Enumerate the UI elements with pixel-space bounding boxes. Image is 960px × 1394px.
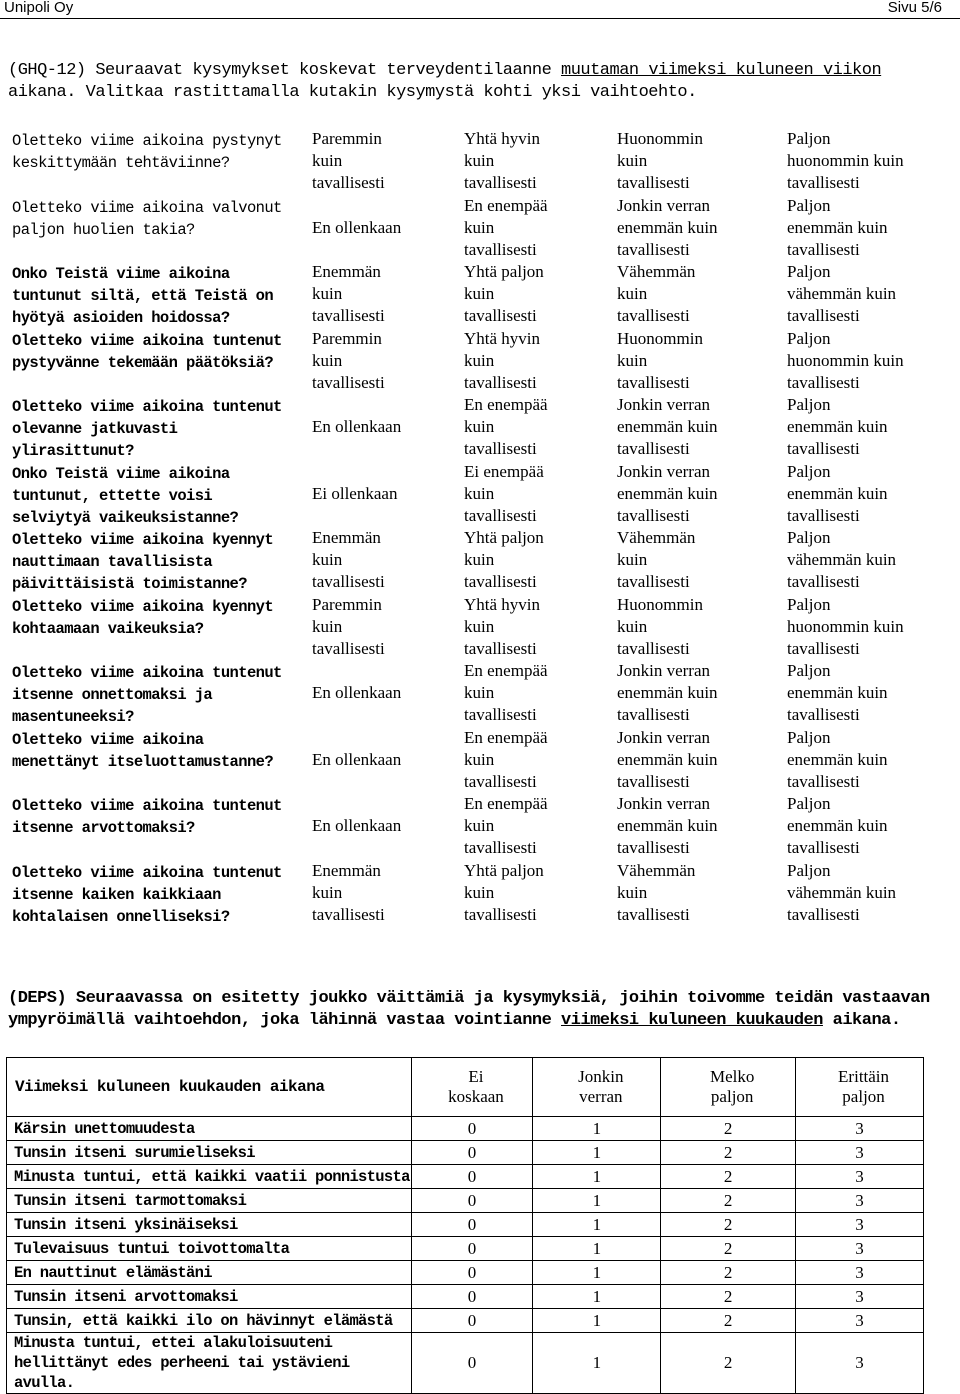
deps-value-3[interactable]: 2 — [661, 1117, 796, 1141]
ghq-option-label: Ei enempää kuin tavallisesti — [464, 461, 544, 525]
ghq-option-2[interactable] — [464, 860, 614, 926]
ghq-option-label: Jonkin verran enemmän kuin tavallisesti — [617, 461, 718, 525]
ghq-option-3[interactable] — [617, 660, 777, 726]
deps-item: Minusta tuntui, että kaikki vaatii ponnistusta — [7, 1165, 412, 1189]
deps-value-4[interactable]: 3 — [796, 1237, 924, 1261]
deps-value-4[interactable]: 3 — [796, 1165, 924, 1189]
ghq-row — [0, 128, 960, 195]
deps-value-4[interactable]: 3 — [796, 1333, 924, 1394]
ghq-row — [0, 461, 960, 528]
deps-value-2[interactable]: 1 — [533, 1117, 661, 1141]
ghq-option-label: Huonommin kuin tavallisesti — [617, 594, 703, 658]
deps-value-4[interactable]: 3 — [796, 1189, 924, 1213]
deps-value-3[interactable]: 2 — [661, 1285, 796, 1309]
deps-value-4[interactable]: 3 — [796, 1117, 924, 1141]
ghq-row — [0, 328, 960, 395]
deps-row — [7, 1261, 924, 1285]
deps-value-3[interactable]: 2 — [661, 1309, 796, 1333]
ghq-option-label: Paljon vähemmän kuin tavallisesti — [787, 860, 897, 924]
deps-row — [7, 1189, 924, 1213]
deps-intro-underlined: viimeksi kuluneen kuukauden — [561, 1011, 823, 1030]
deps-value-3[interactable]: 2 — [661, 1237, 796, 1261]
ghq-option-4[interactable] — [787, 461, 957, 527]
ghq-option-label: Paremmin kuin tavallisesti — [312, 129, 385, 192]
deps-value-2[interactable]: 1 — [533, 1141, 661, 1165]
deps-row — [7, 1237, 924, 1261]
ghq-option-1[interactable] — [312, 660, 462, 726]
ghq-option-1[interactable] — [312, 594, 462, 660]
ghq-option-label: Paljon huonommin kuin tavallisesti — [787, 328, 904, 392]
ghq-option-label: Enemmän kuin tavallisesti — [312, 528, 385, 591]
deps-row — [7, 1309, 924, 1333]
ghq-row — [0, 594, 960, 661]
deps-value-2[interactable]: 1 — [533, 1213, 661, 1237]
ghq-option-label: Vähemmän kuin tavallisesti — [617, 860, 696, 924]
deps-value-2[interactable]: 1 — [533, 1309, 661, 1333]
ghq-question: Oletteko viime aikoina tuntenut pystyvänne tekemään päätöksiä? — [12, 331, 282, 372]
ghq-option-1[interactable] — [312, 261, 462, 327]
deps-header-row — [7, 1058, 924, 1117]
ghq-option-label: Yhtä paljon kuin tavallisesti — [464, 528, 544, 591]
deps-value-1[interactable]: 0 — [411, 1213, 533, 1237]
ghq-option-label: Ei ollenkaan — [312, 483, 398, 503]
deps-value-1[interactable]: 0 — [411, 1165, 533, 1189]
ghq-option-2[interactable] — [464, 594, 614, 660]
ghq-option-label: Jonkin verran enemmän kuin tavallisesti — [617, 661, 718, 724]
ghq-option-4[interactable] — [787, 128, 957, 194]
deps-header-label: Viimeksi kuluneen kuukauden aikana — [15, 1078, 325, 1096]
ghq-option-3[interactable] — [617, 594, 777, 660]
deps-value-1[interactable]: 0 — [411, 1117, 533, 1141]
deps-header-label: Melko paljon — [709, 1067, 755, 1106]
ghq-option-3[interactable] — [617, 860, 777, 926]
ghq-instructions — [8, 60, 938, 104]
ghq-option-4[interactable] — [787, 727, 957, 793]
deps-value-4[interactable]: 3 — [796, 1141, 924, 1165]
page-header — [0, 0, 960, 19]
ghq-option-label: En enempää kuin tavallisesti — [464, 661, 548, 724]
ghq-option-label: Yhtä paljon kuin tavallisesti — [464, 860, 544, 924]
deps-value-3[interactable]: 2 — [661, 1141, 796, 1165]
ghq-option-label: Jonkin verran enemmän kuin tavallisesti — [617, 794, 718, 857]
ghq-option-label: Paljon enemmän kuin tavallisesti — [787, 195, 888, 259]
deps-value-2[interactable]: 1 — [533, 1333, 661, 1394]
deps-value-4[interactable]: 3 — [796, 1213, 924, 1237]
deps-item: Tulevaisuus tuntui toivottomalta — [7, 1237, 412, 1261]
ghq-option-label: Huonommin kuin tavallisesti — [617, 328, 703, 392]
company-name: Unipoli Oy — [4, 0, 74, 16]
deps-value-1[interactable]: 0 — [411, 1333, 533, 1394]
ghq-option-label: Jonkin verran enemmän kuin tavallisesti — [617, 395, 718, 458]
deps-item: Tunsin itseni yksinäiseksi — [7, 1213, 412, 1237]
ghq-option-label: En enempää kuin tavallisesti — [464, 727, 548, 791]
ghq-option-2[interactable] — [464, 328, 614, 394]
ghq-option-label: Jonkin verran enemmän kuin tavallisesti — [617, 195, 718, 259]
deps-header-label: Ei koskaan — [448, 1067, 504, 1106]
ghq-option-3[interactable] — [617, 328, 777, 394]
deps-row — [7, 1285, 924, 1309]
page-number: Sivu 5/6 — [887, 0, 942, 16]
ghq-option-1[interactable] — [312, 727, 462, 793]
ghq-option-label: Paljon enemmän kuin tavallisesti — [787, 661, 888, 724]
ghq-question: Onko Teistä viime aikoina tuntunut, ettette voisi selviytyä vaikeuksistanne? — [12, 464, 239, 527]
ghq-option-2[interactable] — [464, 195, 614, 261]
deps-header-label: Erittäin paljon — [838, 1067, 890, 1106]
ghq-option-3[interactable] — [617, 727, 777, 793]
deps-value-4[interactable]: 3 — [796, 1261, 924, 1285]
ghq-option-label: Paljon enemmän kuin tavallisesti — [787, 461, 888, 525]
ghq-question: Oletteko viime aikoina kyennyt nauttimaan tavallisista päivittäisistä toimistanne? — [12, 531, 274, 593]
ghq-option-2[interactable] — [464, 727, 614, 793]
deps-header-option-1 — [411, 1058, 533, 1117]
ghq-option-label: En ollenkaan — [312, 749, 402, 769]
ghq-option-4[interactable] — [787, 261, 957, 327]
ghq-row — [0, 527, 960, 594]
deps-value-1[interactable]: 0 — [411, 1285, 533, 1309]
deps-value-2[interactable]: 1 — [533, 1237, 661, 1261]
ghq-option-4[interactable] — [787, 594, 957, 660]
ghq-option-label: Enemmän kuin tavallisesti — [312, 262, 385, 325]
deps-row — [7, 1141, 924, 1165]
ghq-option-label: Yhtä paljon kuin tavallisesti — [464, 262, 544, 325]
ghq-option-label: Paljon enemmän kuin tavallisesti — [787, 395, 888, 458]
deps-value-3[interactable]: 2 — [661, 1261, 796, 1285]
ghq-option-label: Yhtä hyvin kuin tavallisesti — [464, 129, 541, 192]
ghq-intro-text-end: aikana. Valitkaa rastittamalla kutakin kysymystä kohti yksi vaihtoehto. — [8, 83, 697, 102]
deps-header-period — [7, 1058, 412, 1117]
ghq-option-1[interactable] — [312, 860, 462, 926]
ghq-option-label: Enemmän kuin tavallisesti — [312, 860, 385, 924]
ghq-option-label: Paljon vähemmän kuin tavallisesti — [787, 262, 897, 325]
deps-value-2[interactable]: 1 — [533, 1285, 661, 1309]
ghq-option-label: Vähemmän kuin tavallisesti — [617, 528, 696, 591]
ghq-row — [0, 660, 960, 727]
ghq-question: Onko Teistä viime aikoina tuntunut siltä, että Teistä on hyötyä asioiden hoidossa? — [12, 265, 274, 327]
ghq-question: Oletteko viime aikoina tuntenut itsenne arvottomaksi? — [12, 797, 282, 837]
ghq-option-label: En ollenkaan — [312, 816, 402, 835]
ghq-option-2[interactable] — [464, 527, 614, 593]
ghq-option-4[interactable] — [787, 793, 957, 859]
deps-header-label: Jonkin verran — [578, 1067, 624, 1106]
deps-row — [7, 1213, 924, 1237]
deps-value-2[interactable]: 1 — [533, 1261, 661, 1285]
ghq-option-label: Paremmin kuin tavallisesti — [312, 328, 385, 392]
deps-value-3[interactable]: 2 — [661, 1189, 796, 1213]
deps-value-3[interactable]: 2 — [661, 1333, 796, 1394]
ghq-option-label: Vähemmän kuin tavallisesti — [617, 262, 696, 325]
ghq-option-1[interactable] — [312, 195, 462, 261]
ghq-option-2[interactable] — [464, 793, 614, 859]
ghq-option-4[interactable] — [787, 328, 957, 394]
deps-value-4[interactable]: 3 — [796, 1309, 924, 1333]
deps-value-3[interactable]: 2 — [661, 1213, 796, 1237]
deps-value-1[interactable]: 0 — [411, 1309, 533, 1333]
deps-value-1[interactable]: 0 — [411, 1237, 533, 1261]
ghq-row — [0, 860, 960, 927]
ghq-option-1[interactable] — [312, 461, 462, 527]
deps-row — [7, 1333, 924, 1394]
ghq-question-list — [0, 128, 960, 926]
ghq-option-4[interactable] — [787, 527, 957, 593]
ghq-question: Oletteko viime aikoina tuntenut itsenne onnettomaksi ja masentuneeksi? — [12, 664, 282, 726]
deps-intro-text-end: aikana. — [822, 1011, 901, 1030]
ghq-option-2[interactable] — [464, 461, 614, 527]
ghq-option-label: Huonommin kuin tavallisesti — [617, 129, 703, 192]
ghq-option-2[interactable] — [464, 394, 614, 460]
ghq-option-3[interactable] — [617, 394, 777, 460]
ghq-option-4[interactable] — [787, 660, 957, 726]
ghq-option-1[interactable] — [312, 793, 462, 859]
ghq-option-1[interactable] — [312, 394, 462, 460]
ghq-option-label: Jonkin verran enemmän kuin tavallisesti — [617, 727, 718, 791]
ghq-option-1[interactable] — [312, 328, 462, 394]
ghq-option-2[interactable] — [464, 128, 614, 194]
ghq-question: Oletteko viime aikoina pystynyt keskittymään tehtäviinne? — [12, 132, 282, 172]
deps-item: Tunsin, että kaikki ilo on hävinnyt elämästä — [7, 1309, 412, 1333]
deps-item: Tunsin itseni surumieliseksi — [7, 1141, 412, 1165]
ghq-option-label: En enempää kuin tavallisesti — [464, 794, 548, 857]
ghq-question: Oletteko viime aikoina tuntenut itsenne kaiken kaikkiaan kohtalaisen onnelliseksi? — [12, 863, 282, 926]
ghq-option-3[interactable] — [617, 128, 777, 194]
ghq-intro-underlined: muutaman viimeksi kuluneen viikon — [561, 61, 882, 80]
ghq-option-label: Paljon huonommin kuin tavallisesti — [787, 129, 904, 192]
deps-value-1[interactable]: 0 — [411, 1189, 533, 1213]
deps-value-1[interactable]: 0 — [411, 1141, 533, 1165]
ghq-option-3[interactable] — [617, 261, 777, 327]
ghq-question: Oletteko viime aikoina valvonut paljon huolien takia? — [12, 198, 282, 239]
ghq-option-1[interactable] — [312, 128, 462, 194]
ghq-option-label: Paljon vähemmän kuin tavallisesti — [787, 528, 897, 591]
ghq-option-label: En ollenkaan — [312, 417, 402, 436]
ghq-option-label: Yhtä hyvin kuin tavallisesti — [464, 594, 541, 658]
deps-item: Minusta tuntui, ettei alakuloisuuteni hellittänyt edes perheeni tai ystävieni avulla. — [7, 1333, 412, 1394]
ghq-option-label: En ollenkaan — [312, 683, 402, 702]
ghq-row — [0, 727, 960, 794]
deps-value-4[interactable]: 3 — [796, 1285, 924, 1309]
deps-instructions — [8, 988, 938, 1032]
ghq-option-label: Paremmin kuin tavallisesti — [312, 594, 385, 658]
deps-value-1[interactable]: 0 — [411, 1261, 533, 1285]
ghq-question: Oletteko viime aikoina kyennyt kohtaamaan vaikeuksia? — [12, 597, 274, 638]
ghq-option-3[interactable] — [617, 793, 777, 859]
deps-item: Tunsin itseni tarmottomaksi — [7, 1189, 412, 1213]
ghq-question: Oletteko viime aikoina menettänyt itseluottamustanne? — [12, 730, 274, 771]
ghq-option-2[interactable] — [464, 660, 614, 726]
ghq-intro-text: (GHQ-12) Seuraavat kysymykset koskevat terveydentilaanne — [8, 61, 561, 80]
ghq-option-4[interactable] — [787, 195, 957, 261]
ghq-option-4[interactable] — [787, 860, 957, 926]
ghq-question: Oletteko viime aikoina tuntenut olevanne jatkuvasti ylirasittunut? — [12, 398, 282, 460]
deps-table — [6, 1057, 924, 1394]
deps-item: Tunsin itseni arvottomaksi — [7, 1285, 412, 1309]
ghq-row — [0, 793, 960, 860]
ghq-option-3[interactable] — [617, 461, 777, 527]
ghq-option-label: Paljon huonommin kuin tavallisesti — [787, 594, 904, 658]
ghq-option-label: Paljon enemmän kuin tavallisesti — [787, 794, 888, 857]
ghq-row — [0, 195, 960, 262]
ghq-option-label: En ollenkaan — [312, 217, 402, 237]
deps-value-2[interactable]: 1 — [533, 1189, 661, 1213]
ghq-option-4[interactable] — [787, 394, 957, 460]
deps-header-option-2 — [533, 1058, 661, 1117]
deps-header-option-3 — [661, 1058, 796, 1117]
deps-value-2[interactable]: 1 — [533, 1165, 661, 1189]
ghq-row — [0, 394, 960, 461]
ghq-option-label: En enempää kuin tavallisesti — [464, 395, 548, 458]
deps-intro-text: (DEPS) Seuraavassa on esitetty joukko väittämiä ja kysymyksiä, joihin toivomme teidän vastaavan ympyröimällä vaihtoehdon, joka lähinnä vastaa vointianne — [8, 989, 930, 1030]
deps-row — [7, 1165, 924, 1189]
ghq-option-label: En enempää kuin tavallisesti — [464, 195, 548, 259]
ghq-option-3[interactable] — [617, 527, 777, 593]
ghq-option-label: Paljon enemmän kuin tavallisesti — [787, 727, 888, 791]
deps-item: Kärsin unettomuudesta — [7, 1117, 412, 1141]
ghq-row — [0, 261, 960, 328]
ghq-option-3[interactable] — [617, 195, 777, 261]
deps-row — [7, 1117, 924, 1141]
deps-item: En nauttinut elämästäni — [7, 1261, 412, 1285]
deps-header-option-4 — [796, 1058, 924, 1117]
deps-value-3[interactable]: 2 — [661, 1165, 796, 1189]
ghq-option-2[interactable] — [464, 261, 614, 327]
ghq-option-label: Yhtä hyvin kuin tavallisesti — [464, 328, 541, 392]
ghq-option-1[interactable] — [312, 527, 462, 593]
